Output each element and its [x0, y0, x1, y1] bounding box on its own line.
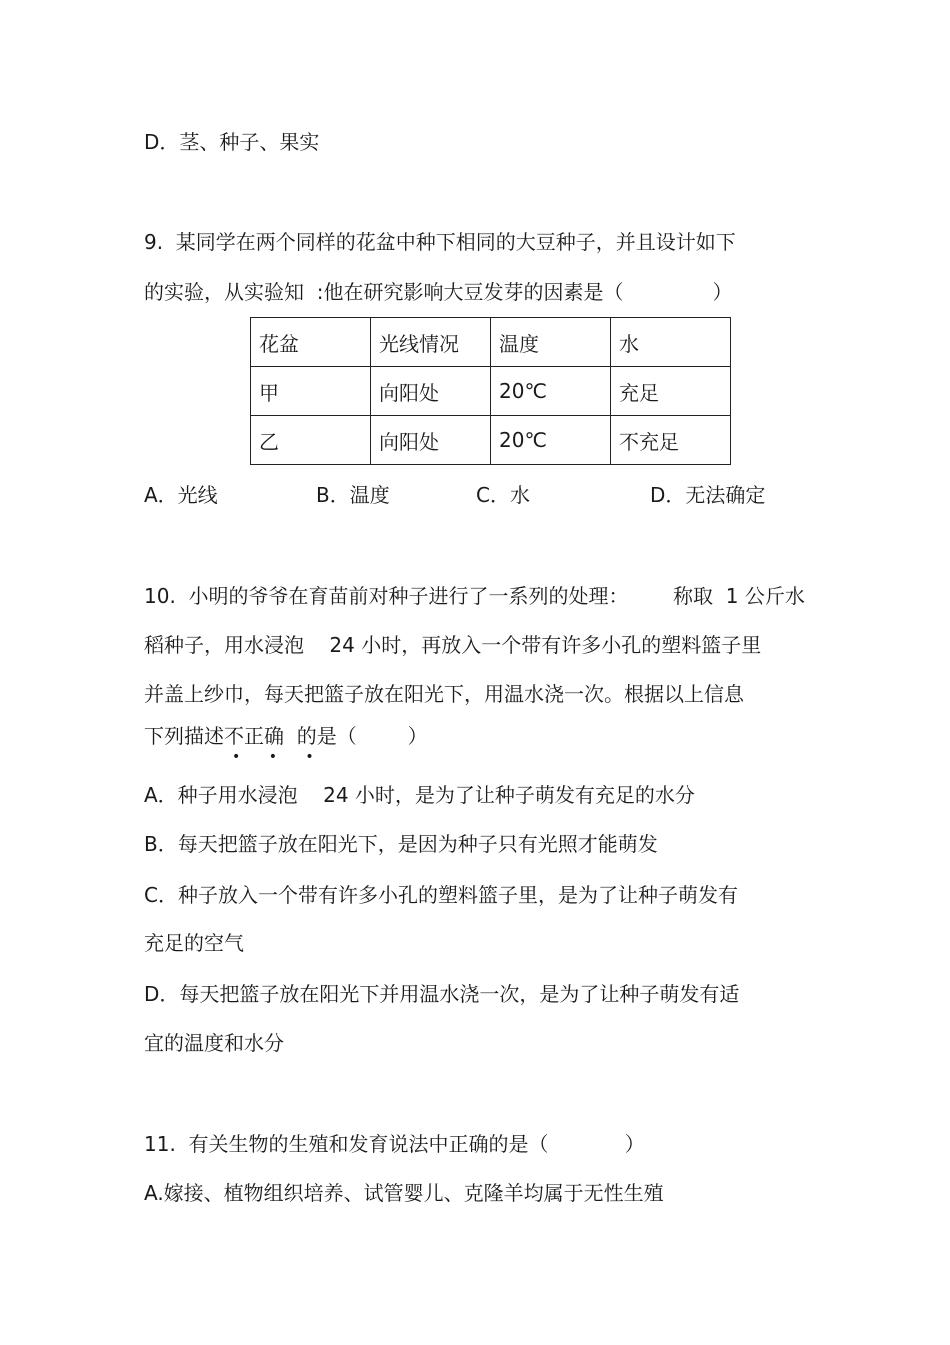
- table-header-cell: 水: [611, 318, 731, 367]
- q10-option-c-line2: 充足的空气: [144, 931, 244, 955]
- q10-stem-line4: [144, 724, 428, 748]
- q9-option-b: B．温度: [316, 483, 390, 507]
- table-row: [251, 367, 731, 416]
- q9-option-c: C．水: [476, 483, 530, 507]
- q9-stem-line2: 的实验，从实验知 :他在研究影响大豆发芽的因素是（ ）: [144, 280, 733, 304]
- table-cell: 乙: [251, 416, 371, 465]
- q9-option-a: A．光线: [144, 483, 218, 507]
- table-header-cell: 花盆: [251, 318, 371, 367]
- q10-option-a: A．种子用水浸泡 24 小时，是为了让种子萌发有充足的水分: [144, 783, 695, 807]
- table-cell: 甲: [251, 367, 371, 416]
- table-header-cell: 光线情况: [371, 318, 491, 367]
- experiment-table: [250, 317, 731, 465]
- table-cell: 向阳处: [371, 416, 491, 465]
- q10-option-d-line1: D．每天把篮子放在阳光下并用温水浇一次，是为了让种子萌发有适: [144, 982, 740, 1006]
- q9-option-d: D．无法确定: [650, 483, 766, 507]
- q11-stem: 11. 有关生物的生殖和发育说法中正确的是（ ）: [144, 1132, 645, 1156]
- q10-stem-line1: 10. 小明的爷爷在育苗前对种子进行了一系列的处理： 称取 1 公斤水: [144, 584, 805, 608]
- emphasis-dots: • • •: [232, 749, 326, 765]
- table-cell: 不充足: [611, 416, 731, 465]
- table-row: [251, 416, 731, 465]
- table-header-row: [251, 318, 731, 367]
- q9-stem-line1: 9. 某同学在两个同样的花盆中种下相同的大豆种子，并且设计如下: [144, 230, 736, 254]
- q10-option-c-line1: C．种子放入一个带有许多小孔的塑料篮子里，是为了让种子萌发有: [144, 883, 738, 907]
- table-cell: 20℃: [491, 416, 611, 465]
- q10-line4-post: 的是（ ）: [284, 724, 428, 748]
- q11-option-a: A.嫁接、植物组织培养、试管婴儿、克隆羊均属于无性生殖: [144, 1181, 664, 1205]
- table-cell: 20℃: [491, 367, 611, 416]
- q10-line4-pre: 下列描述: [144, 724, 224, 748]
- table-header-cell: 温度: [491, 318, 611, 367]
- q10-stem-line3: 并盖上纱巾，每天把篮子放在阳光下，用温水浇一次。根据以上信息: [144, 682, 744, 706]
- q10-option-b: B．每天把篮子放在阳光下，是因为种子只有光照才能萌发: [144, 832, 658, 856]
- emphasized-not-correct: 不正确: [224, 724, 284, 748]
- q10-option-d-line2: 宜的温度和水分: [144, 1031, 284, 1055]
- q8-option-d: D．茎、种子、果实: [144, 130, 320, 154]
- table-cell: 向阳处: [371, 367, 491, 416]
- q10-stem-line2: 稻种子，用水浸泡 24 小时，再放入一个带有许多小孔的塑料篮子里: [144, 633, 762, 657]
- table-cell: 充足: [611, 367, 731, 416]
